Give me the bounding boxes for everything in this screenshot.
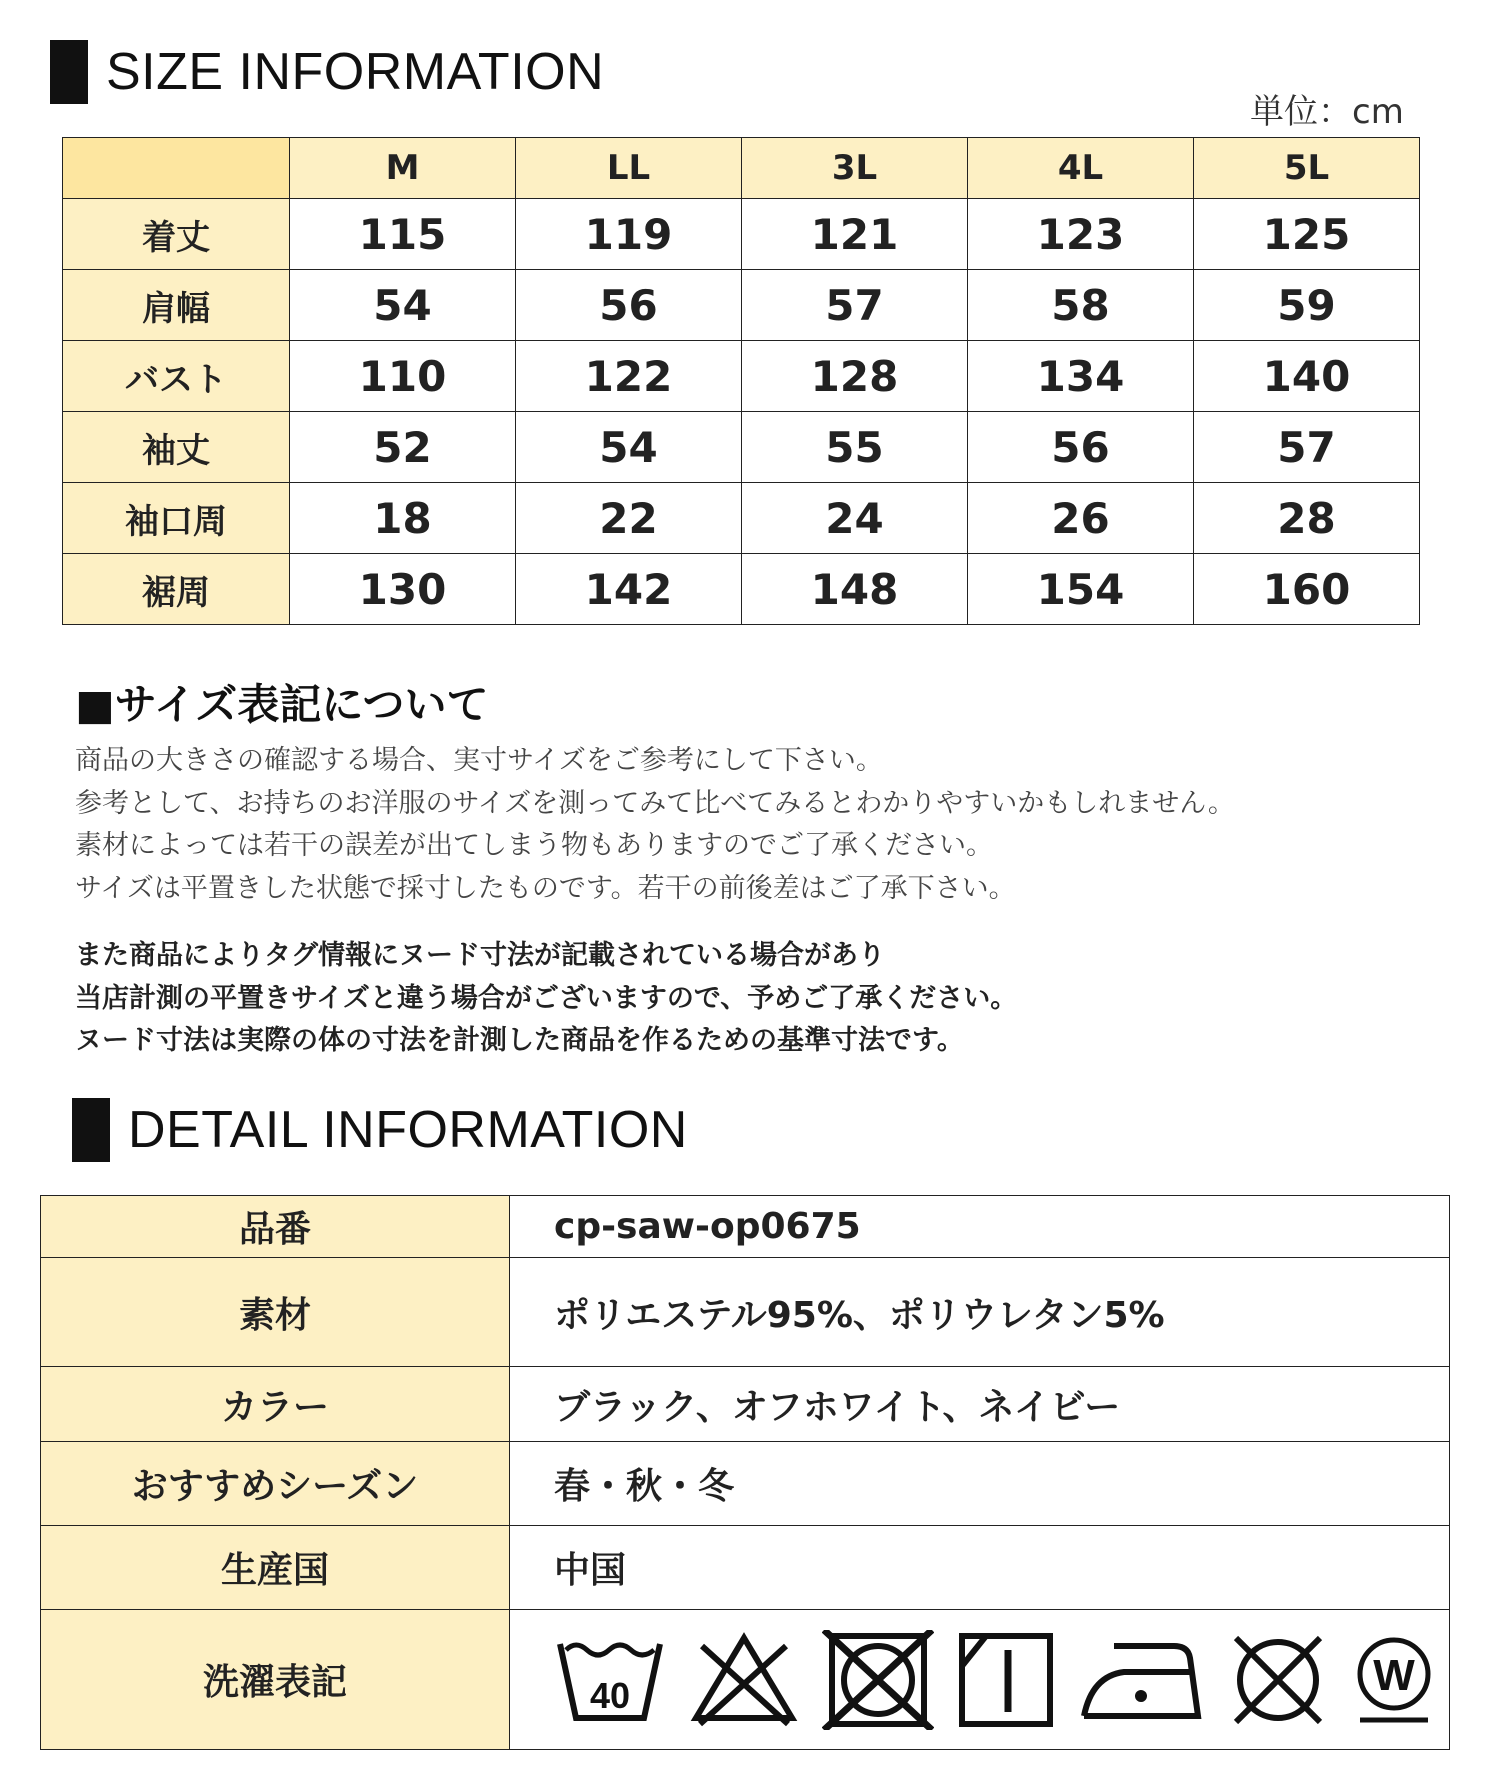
table-cell: 160 — [1194, 554, 1420, 625]
wet-clean-label: W — [1373, 1650, 1415, 1700]
size-col-ll: LL — [516, 138, 742, 199]
table-cell: 130 — [290, 554, 516, 625]
detail-value: ブラック、オフホワイト、ネイビー — [510, 1367, 1450, 1442]
detail-label: おすすめシーズン — [41, 1442, 510, 1526]
size-section-title: SIZE INFORMATION — [106, 43, 605, 101]
note-line: 参考として、お持ちのお洋服のサイズを測ってみて比べてみるとわかりやすいかもしれません。 — [75, 787, 1235, 819]
no-bleach-icon — [688, 1630, 800, 1730]
table-cell: 58 — [968, 270, 1194, 341]
note-bold-line: 当店計測の平置きサイズと違う場合がございますので、予めご了承ください。 — [75, 982, 1018, 1014]
corner-cell — [63, 138, 290, 199]
detail-label: 品番 — [41, 1196, 510, 1258]
table-row — [63, 483, 1420, 554]
table-cell: 18 — [290, 483, 516, 554]
table-cell: 115 — [290, 199, 516, 270]
detail-value: 春・秋・冬 — [510, 1442, 1450, 1526]
table-cell: 57 — [742, 270, 968, 341]
size-col-4l: 4L — [968, 138, 1194, 199]
table-cell: 125 — [1194, 199, 1420, 270]
section-marker — [72, 1098, 110, 1162]
unit-label: 単位：cm — [1250, 92, 1404, 132]
detail-label: 素材 — [41, 1258, 510, 1367]
table-cell: 119 — [516, 199, 742, 270]
size-col-3l: 3L — [742, 138, 968, 199]
no-dry-clean-icon — [1226, 1630, 1330, 1730]
table-cell: 142 — [516, 554, 742, 625]
size-notes-body — [75, 740, 1235, 910]
iron-low-icon — [1078, 1630, 1204, 1730]
table-row — [41, 1196, 1450, 1258]
table-cell: 56 — [968, 412, 1194, 483]
table-row — [63, 341, 1420, 412]
table-cell: 56 — [516, 270, 742, 341]
table-cell: 140 — [1194, 341, 1420, 412]
detail-table — [40, 1195, 1450, 1750]
table-cell: 57 — [1194, 412, 1420, 483]
table-cell: 52 — [290, 412, 516, 483]
size-notes-bold — [75, 935, 1017, 1063]
detail-section-title: DETAIL INFORMATION — [128, 1101, 688, 1159]
table-cell: 54 — [516, 412, 742, 483]
detail-label: 生産国 — [41, 1526, 510, 1610]
note-line: 素材によっては若干の誤差が出てしまう物もありますのでご了承ください。 — [75, 830, 993, 861]
table-row — [63, 554, 1420, 625]
table-row — [41, 1442, 1450, 1526]
row-label: 袖口周 — [63, 483, 290, 554]
note-bold-line: また商品によりタグ情報にヌード寸法が記載されている場合があり — [75, 940, 885, 971]
table-cell: 59 — [1194, 270, 1420, 341]
table-row — [41, 1526, 1450, 1610]
table-cell: 128 — [742, 341, 968, 412]
table-cell: 55 — [742, 412, 968, 483]
size-col-m: M — [290, 138, 516, 199]
table-cell: 121 — [742, 199, 968, 270]
no-tumble-dry-icon — [822, 1630, 934, 1730]
line-dry-shade-icon — [956, 1630, 1056, 1730]
wash-temp-label: 40 — [589, 1674, 631, 1716]
care-symbols — [554, 1630, 1448, 1730]
table-cell: 26 — [968, 483, 1194, 554]
table-row — [63, 270, 1420, 341]
row-label: バスト — [63, 341, 290, 412]
detail-section-header — [72, 1098, 688, 1162]
note-line: サイズは平置きした状態で採寸したものです。若干の前後差はご了承下さい。 — [75, 872, 1016, 904]
table-cell: 28 — [1194, 483, 1420, 554]
detail-value: ポリエステル95%、ポリウレタン5% — [510, 1258, 1450, 1367]
row-label: 袖丈 — [63, 412, 290, 483]
note-line: 商品の大きさの確認する場合、実寸サイズをご参考にして下さい。 — [75, 745, 883, 776]
table-cell: 22 — [516, 483, 742, 554]
detail-label: 洗濯表記 — [41, 1610, 510, 1750]
section-marker — [50, 40, 88, 104]
table-cell: 134 — [968, 341, 1194, 412]
size-header-row — [63, 138, 1420, 199]
table-cell: 24 — [742, 483, 968, 554]
table-cell: 110 — [290, 341, 516, 412]
table-cell: 54 — [290, 270, 516, 341]
size-col-5l: 5L — [1194, 138, 1420, 199]
table-row — [41, 1367, 1450, 1442]
table-cell: 148 — [742, 554, 968, 625]
size-section-header — [50, 40, 604, 104]
row-label: 着丈 — [63, 199, 290, 270]
table-cell: 122 — [516, 341, 742, 412]
size-table — [62, 137, 1420, 625]
table-cell: 123 — [968, 199, 1194, 270]
wet-clean-icon — [1352, 1630, 1436, 1730]
row-label: 裾周 — [63, 554, 290, 625]
wash-40-icon — [554, 1630, 666, 1730]
detail-value: 中国 — [510, 1526, 1450, 1610]
detail-label: カラー — [41, 1367, 510, 1442]
size-notes-title: ■サイズ表記について — [75, 680, 489, 729]
table-row — [41, 1610, 1450, 1750]
table-cell: 154 — [968, 554, 1194, 625]
row-label: 肩幅 — [63, 270, 290, 341]
table-row — [63, 199, 1420, 270]
detail-value: cp-saw-op0675 — [510, 1196, 1450, 1258]
table-row — [63, 412, 1420, 483]
note-bold-line: ヌード寸法は実際の体の寸法を計測した商品を作るための基準寸法です。 — [75, 1025, 964, 1056]
table-row — [41, 1258, 1450, 1367]
care-symbols-cell — [510, 1610, 1450, 1750]
